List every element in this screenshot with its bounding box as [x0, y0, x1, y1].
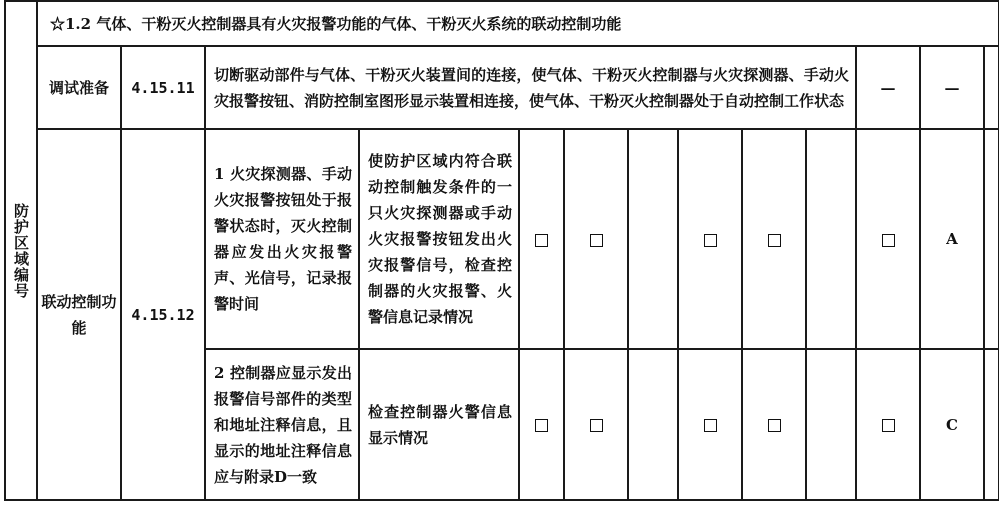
row2-check-2[interactable]: [564, 349, 628, 500]
linkage-method-2: 检查控制器火警信息显示情况: [359, 349, 519, 500]
row2-check-3[interactable]: [678, 349, 742, 500]
checkbox-icon: [535, 419, 548, 432]
row1-check-3[interactable]: [678, 129, 742, 349]
linkage-method-1: 使防护区域内符合联动控制触发条件的一只火灾探测器或手动火灾报警按钮发出火灾报警信号，检查控制器的火灾报警、火警信息记录情况: [359, 129, 519, 349]
checkbox-icon: [882, 234, 895, 247]
row2-blank-2: [806, 349, 856, 500]
row1-blank-3: [984, 129, 999, 349]
prep-description: 切断驱动部件与气体、干粉灭火装置间的连接，使气体、干粉灭火控制器与火灾探测器、手动火灾报警按钮、消防控制室图形显示装置相连接，使气体、干粉灭火控制器处于自动控制工作状态: [205, 46, 856, 129]
row1-check-2[interactable]: [564, 129, 628, 349]
prep-col-c: [984, 46, 999, 129]
row2-check-4[interactable]: [742, 349, 806, 500]
checkbox-icon: [590, 419, 603, 432]
row1-check-5[interactable]: [856, 129, 920, 349]
checkbox-icon: [704, 234, 717, 247]
linkage-requirement-1: 1 火灾探测器、手动火灾报警按钮处于报警状态时，灭火控制器应发出火灾报警声、光信号，记录报警时间: [205, 129, 359, 349]
row1-check-4[interactable]: [742, 129, 806, 349]
row2-check-1[interactable]: [519, 349, 564, 500]
checkbox-icon: [768, 234, 781, 247]
row2-blank-3: [984, 349, 999, 500]
prep-ref: 4.15.11: [121, 46, 205, 129]
side-label-zone-number: 防护区域编号: [5, 1, 37, 500]
row1-blank-2: [806, 129, 856, 349]
row2-blank-1: [628, 349, 678, 500]
checkbox-icon: [768, 419, 781, 432]
checkbox-icon: [704, 419, 717, 432]
checkbox-icon: [535, 234, 548, 247]
row2-grade: C: [920, 349, 984, 500]
prep-col-b: —: [920, 46, 984, 129]
row1-check-1[interactable]: [519, 129, 564, 349]
prep-col-a: —: [856, 46, 920, 129]
linkage-requirement-2: 2 控制器应显示发出报警信号部件的类型和地址注释信息，且显示的地址注释信息应与附录D一致: [205, 349, 359, 500]
prep-label: 调试准备: [37, 46, 121, 129]
checkbox-icon: [590, 234, 603, 247]
row1-blank-1: [628, 129, 678, 349]
row1-grade: A: [920, 129, 984, 349]
row2-check-5[interactable]: [856, 349, 920, 500]
linkage-label: 联动控制功能: [37, 129, 121, 500]
inspection-table: [4, 0, 999, 501]
section-title: ☆1.2 气体、干粉灭火控制器具有火灾报警功能的气体、干粉灭火系统的联动控制功能: [37, 1, 999, 46]
linkage-ref: 4.15.12: [121, 129, 205, 500]
checkbox-icon: [882, 419, 895, 432]
